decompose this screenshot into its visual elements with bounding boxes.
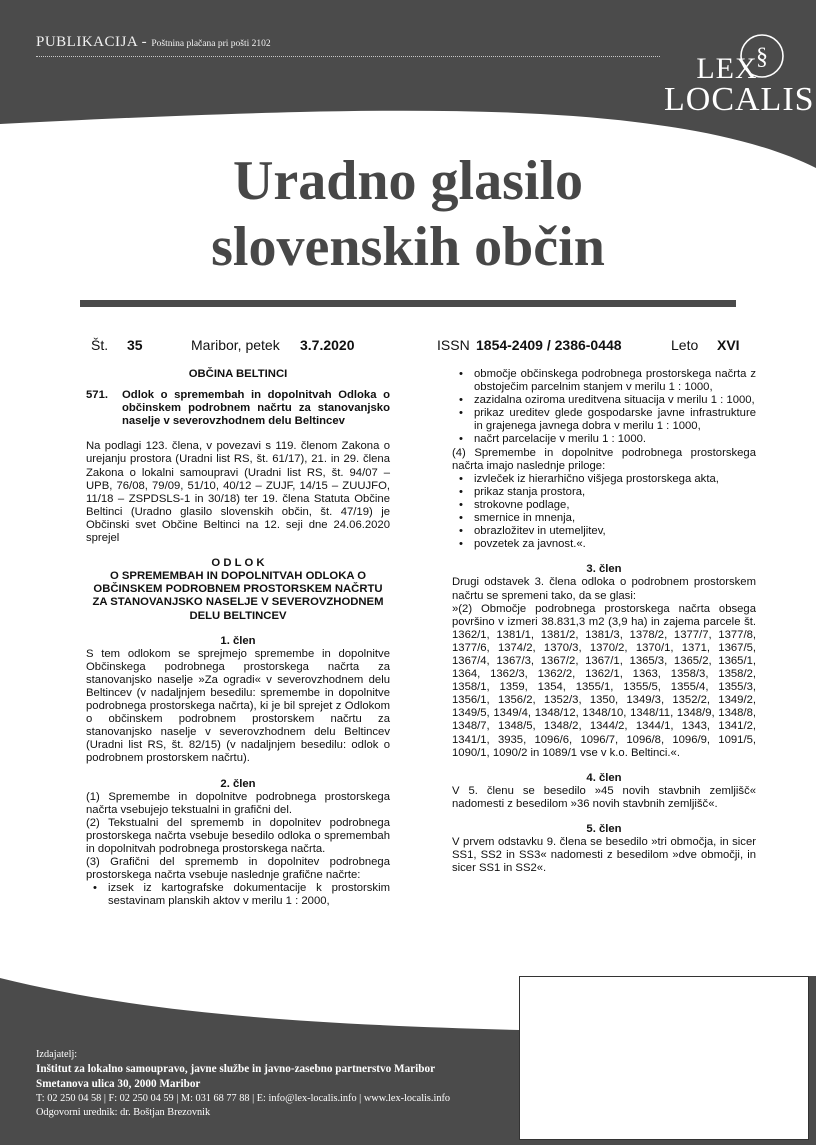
list-item: • prikaz ureditev glede gospodarske javne infrastrukture in grajenega javnega dobra v merilu 1 : 1000, — [474, 407, 756, 433]
municipality-heading: OBČINA BELTINCI — [188, 368, 288, 380]
publication-label: PUBLIKACIJA - Poštnina plačana pri pošti 2102 — [36, 34, 271, 50]
act-number: 571. — [86, 389, 108, 402]
list-item: • povzetek za javnost.«. — [474, 538, 756, 551]
issue-place-label: Maribor, petek — [191, 337, 280, 353]
attachments-list — [452, 473, 756, 552]
blank-label-box — [519, 976, 809, 1140]
article-4-text: V 5. členu se besedilo »45 novih stavbnih zemljišč« nadomesti z besedilom »36 novih stavbnih zemljišč«. — [452, 784, 756, 810]
right-column — [452, 368, 756, 875]
act-title: Odlok o spremembah in dopolnitvah Odloka o občinskem podrobnem načrtu za stanovanjsko naselje v severovzhodnem delu Beltincev — [122, 389, 390, 428]
article-4-heading: 4. člen — [586, 771, 622, 784]
list-item: • načrt parcelacije v merilu 1 : 1000. — [474, 433, 756, 446]
publisher-name: Inštitut za lokalno samoupravo, javne službe in javno-zasebno partnerstvo Maribor — [36, 1063, 436, 1075]
title-line-2: slovenskih občin — [211, 216, 605, 278]
article-2-para-1: (1) Spremembe in dopolnitve podrobnega prostorskega načrta vsebujejo tekstualni in grafični del. — [86, 790, 390, 816]
left-column — [86, 368, 390, 908]
article-2-para-3: (3) Grafični del sprememb in dopolnitev podrobnega prostorskega načrta vsebuje naslednje grafične načrte: — [86, 856, 390, 882]
issn-label: ISSN — [437, 337, 470, 353]
list-item: • izvleček iz hierarhično višjega prostorskega akta, — [474, 473, 756, 486]
logo-line-localis: LOCALIS — [664, 81, 815, 118]
list-item: • obrazložitev in utemeljitev, — [474, 525, 756, 538]
issn-value: 1854-2409 / 2386-0448 — [476, 337, 622, 353]
article-1-text: S tem odlokom se sprejmejo spremembe in dopolnitve Občinskega podrobnega prostorskega načrta za stanovanjsko naselje »Za ogradi« v severovzhodnem delu Beltincev (v nadaljnjem besedilu: spremembe in dopolnitve podrobnega prostorskega načrta), ki je bil sprejet z Odlokom o občinskem podrobnem prostorskem načrtu za stanovanjsko naselje v severovzhodnem delu Beltincev (Uradni list RS, št. 82/15) (v nadaljnjem besedilu: odlok o podrobnem prostorskem načrtu). — [86, 647, 390, 765]
title-rule — [80, 300, 736, 307]
graphic-plans-list-continued — [452, 368, 756, 447]
article-5-heading: 5. člen — [586, 823, 622, 835]
logo-line-lex: LEX — [696, 52, 758, 85]
title-line-1: Uradno glasilo — [232, 150, 584, 212]
issue-number-label: Št. — [91, 337, 109, 353]
year-label: Leto — [671, 337, 699, 353]
header-dotted-line — [36, 56, 660, 57]
article-2-para-4: (4) Spremembe in dopolnitve podrobnega prostorskega načrta imajo naslednje priloge: — [452, 446, 756, 472]
article-5-text: V prvem odstavku 9. člena se besedilo »tri območja, in sicer SS1, SS2 in SS3« nadomesti z besedilom »dve območji, in sicer SS1 in SS2«. — [452, 836, 756, 875]
page-title — [120, 148, 696, 280]
footer-publisher-info — [36, 1048, 450, 1120]
list-item: • območje občinskega podrobnega prostorskega načrta z obstoječim parcelnim stanjem v merilu 1 : 1000, — [474, 368, 756, 394]
list-item: • smernice in mnenja, — [474, 512, 756, 525]
publisher-label: Izdajatelj: — [36, 1049, 78, 1060]
article-2-para-2: (2) Tekstualni del sprememb in dopolnitev podrobnega prostorskega načrta vsebuje besedilo odloka o spremembah in dopolnitvah podrobnega prostorskega načrta. — [86, 816, 390, 855]
issue-number: 35 — [127, 337, 143, 353]
list-item: • izsek iz kartografske dokumentacije k prostorskim sestavinam planskih aktov v merilu 1 : 2000, — [108, 882, 390, 908]
responsible-editor: Odgovorni urednik: dr. Boštjan Brezovnik — [36, 1107, 211, 1118]
publisher-address: Smetanova ulica 30, 2000 Maribor — [36, 1078, 201, 1090]
list-item: • strokovne podlage, — [474, 499, 756, 512]
article-3-para-2: »(2) Območje podrobnega prostorskega načrta obsega površino v izmeri 38.831,3 m2 (3,9 ha) in zajema parcele št. 1362/1, 1381/1, 1381/2, 1381/3, 1378/2, 1377/7, 1377/8, 1377/6, 1374/2, 1370/3, 1370/2, 1370/1, 1371, 1367/5, 1367/4, 1367/3, 1367/2, 1367/1, 1365/3, 1365/2, 1365/1, 1364, 1362/3, 1362/2, 1362/1, 1363, 1358/3, 1358/2, 1358/1, 1359, 1354, 1355/1, 1355/5, 1355/4, 1355/3, 1356/1, 1356/2, 1352/3, 1350, 1349/3, 1352/2, 1349/2, 1349/5, 1349/4, 1348/12, 1348/10, 1348/11, 1348/9, 1348/8, 1348/7, 1348/5, 1348/2, 1344/2, 1344/1, 1343, 1341/2, 1341/1, 3935, 1096/6, 1096/7, 1096/8, 1096/9, 1091/5, 1090/1, 1090/2 in 1089/1 vse v k.o. Beltinci.«. — [452, 602, 756, 759]
odlok-title: O SPREMEMBAH IN DOPOLNITVAH ODLOKA O OBČINSKEM PODROBNEM PROSTORSKEM NAČRTU ZA STANOVANJSKO NASELJE V SEVEROVZHODNEM DELU BELTINCEV — [92, 570, 384, 622]
article-3-para-1: Drugi odstavek 3. člena odloka o podrobnem prostorskem načrtu se spremeni tako, da se glasi: — [452, 576, 756, 602]
act-heading — [86, 389, 390, 428]
publisher-contacts: T: 02 250 04 58 | F: 02 250 04 59 | M: 031 68 77 88 | E: info@lex-localis.info | www.lex-localis.info — [36, 1093, 451, 1104]
article-2-heading: 2. člen — [220, 777, 256, 790]
article-1-heading: 1. člen — [220, 634, 256, 647]
list-item: • prikaz stanja prostora, — [474, 486, 756, 499]
issue-date: 3.7.2020 — [300, 337, 355, 353]
postage-note: Poštnina plačana pri pošti 2102 — [151, 39, 271, 49]
article-3-heading: 3. člen — [586, 563, 622, 576]
logo-symbol: § — [756, 44, 768, 70]
odlok-word: O D L O K — [211, 557, 265, 570]
year-value: XVI — [717, 337, 740, 353]
preamble: Na podlagi 123. člena, v povezavi s 119. členom Zakona o urejanju prostora (Uradni list RS, št. 61/17), 21. in 29. člena Zakona o lokalni samoupravi (Uradni list RS, št. 94/07 – UPB, 76/08, 79/09, 51/10, 40/12 – ZUJF, 14/15 – ZUUJFO, 11/18 – ZSPDSLS-1 in 30/18) ter 19. člena Statuta Občine Beltinci (Uradno glasilo slovenskih občin, št. 47/19) je Občinski svet Občine Beltinci na 12. seji dne 24.06.2020 sprejel — [86, 440, 390, 545]
graphic-plans-list — [86, 882, 390, 908]
lex-localis-logo — [664, 52, 815, 118]
list-item: • zazidalna oziroma ureditvena situacija v merilu 1 : 1000, — [474, 394, 756, 407]
